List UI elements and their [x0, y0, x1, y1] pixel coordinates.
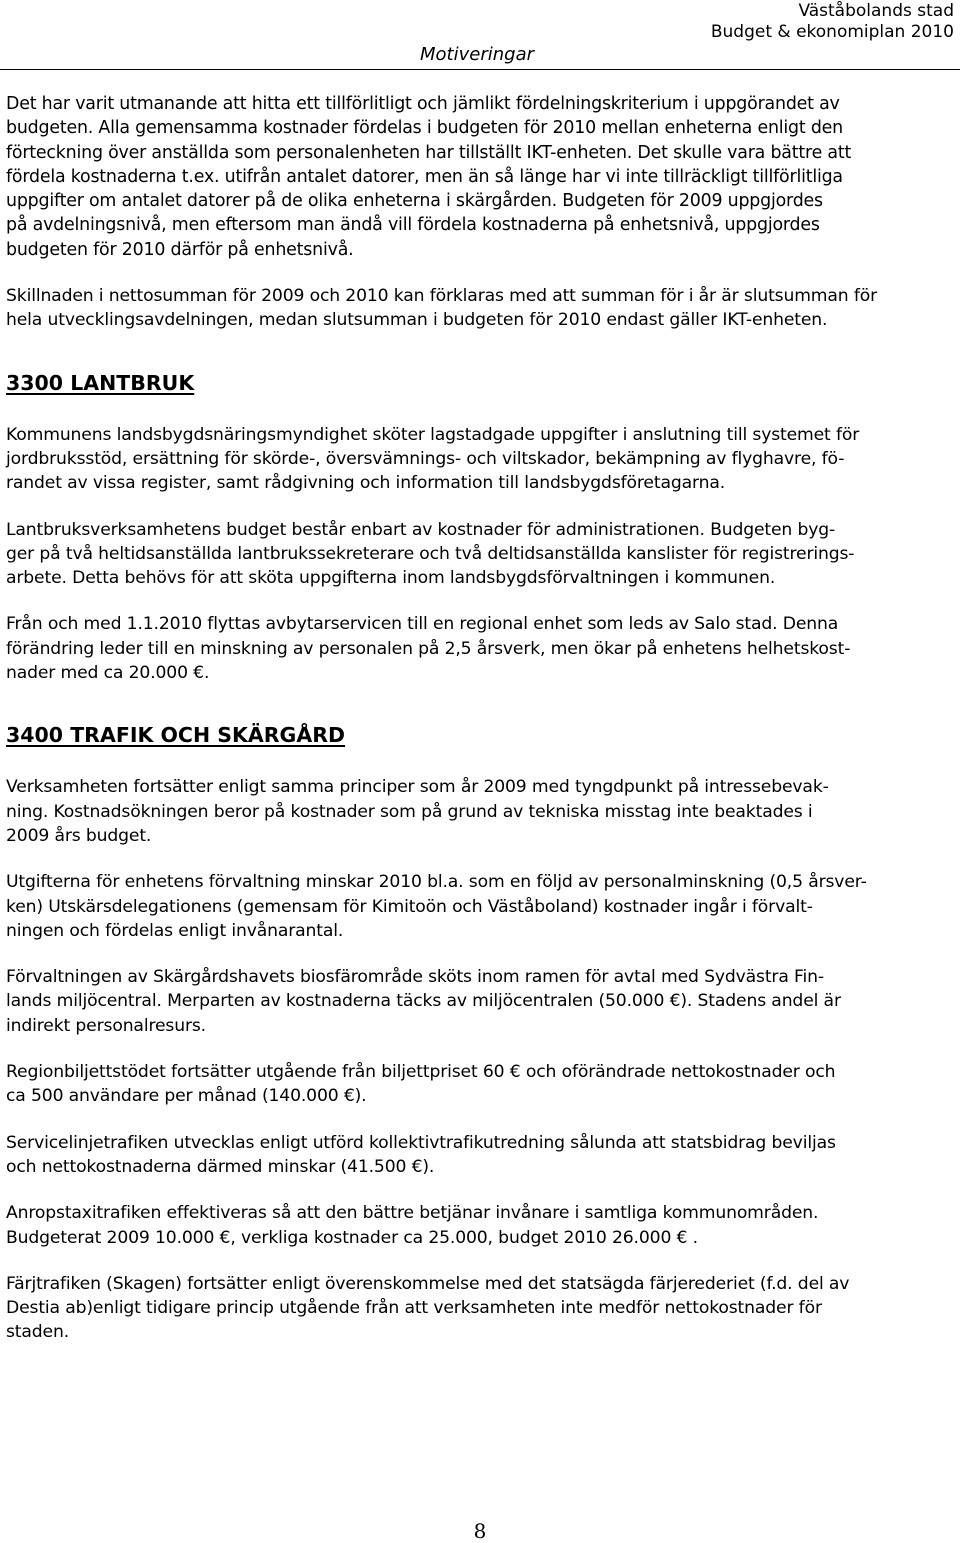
header-document-title: Budget & ekonomiplan 2010 — [710, 22, 954, 42]
header-divider — [0, 69, 960, 70]
lantbruk-paragraph: Kommunens landsbygdsnäringsmyndighet sköter lagstadgade uppgifter i anslutning till systemet för jordbruksstöd, ersättning för skörde-, översvämnings- och viltskador, bekämpning av flyghavre, fö- randet av vissa register, samt rådgivning och information till landsbygdsföretagarna. — [6, 424, 860, 494]
intro-paragraph: Skillnaden i nettosumman för 2009 och 2010 kan förklaras med att summan för i år är slutsumman för hela utvecklingsavdelningen, medan slutsumman i budgeten för 2010 endast gäller IKT-enheten. — [6, 286, 878, 331]
trafik-paragraph: Utgifterna för enhetens förvaltning minskar 2010 bl.a. som en följd av personalminskning (0,5 årsver- ken) Utskärsdelegationens (gemensam för Kimitoön och Väståboland) kostnader ingår i förvalt- ningen och fördelas enligt invånarantal. — [6, 872, 867, 941]
lantbruk-paragraph: Från och med 1.1.2010 flyttas avbytarservicen till en regional enhet som leds av Salo stad. Denna förändring leder till en minskning av personalen på 2,5 årsverk, men ökar på enhetens helhetskost- nader med ca 20.000 €. — [6, 614, 851, 684]
trafik-paragraph: Servicelinjetrafiken utvecklas enligt utförd kollektivtrafikutredning sålunda att statsbidrag beviljas och nettokostnaderna därmed minskar (41.500 €). — [6, 1132, 836, 1177]
header-section-title: Motiveringar — [420, 44, 534, 65]
trafik-paragraph: Verksamheten fortsätter enligt samma principer som år 2009 med tyngdpunkt på intressebevak- ning. Kostnadsökningen beror på kostnader som på grund av tekniska misstag inte beaktades i 2009 års budget. — [6, 777, 829, 846]
page-content — [6, 92, 956, 1367]
header-organization: Väståbolands stad — [798, 1, 954, 21]
trafik-paragraph: Anropstaxitrafiken effektiveras så att den bättre betjänar invånare i samtliga kommunområden. Budgeterat 2009 10.000 €, verkliga kostnader ca 25.000, budget 2010 26.000 € . — [6, 1203, 819, 1248]
intro-paragraph: Det har varit utmanande att hitta ett tillförlitligt och jämlikt fördelningskriterium i uppgörandet av budgeten. Alla gemensamma kostnader fördelas i budgeten för 2010 mellan enheterna enligt den förteckning över anställda som personalenheten har tillställt IKT-enheten. Det skulle vara bättre att fördela kostnaderna t.ex. utifrån antalet datorer, men än så länge har vi inte tillräckligt tillförlitliga uppgifter om antalet datorer på de olika enheterna i skärgården. Budgeten för 2009 uppgjordes på avdelningsnivå, men eftersom man ändå vill fördela kostnaderna på enhetsnivå, uppgjordes budgeten för 2010 därför på enhetsnivå. — [6, 94, 852, 260]
trafik-paragraph: Regionbiljettstödet fortsätter utgående från biljettpriset 60 € och oförändrade nettokostnader och ca 500 användare per månad (140.000 €). — [6, 1062, 836, 1107]
section-heading-lantbruk: 3300 LANTBRUK — [6, 370, 195, 395]
trafik-paragraph: Förvaltningen av Skärgårdshavets biosfärområde sköts inom ramen för avtal med Sydvästra Fin- lands miljöcentral. Merparten av kostnaderna täcks av miljöcentralen (50.000 €). Stadens andel är indirekt personalresurs. — [6, 967, 841, 1036]
trafik-paragraph: Färjtrafiken (Skagen) fortsätter enligt överenskommelse med det statsägda färjerederiet (f.d. del av Destia ab)enligt tidigare princip utgående från att verksamheten inte medför nettokostnader för staden. — [6, 1273, 850, 1343]
lantbruk-paragraph: Lantbruksverksamhetens budget består enbart av kostnader för administrationen. Budgeten byg- ger på två heltidsanställda lantbrukssekreterare och två deltidsanställda kanslister för registrerings- arbete. Detta behövs för att sköta uppgifterna inom landsbygdsförvaltningen i kommunen. — [6, 519, 855, 589]
page-number: 8 — [473, 1519, 487, 1543]
section-heading-trafik-och-skargard: 3400 TRAFIK OCH SKÄRGÅRD — [6, 723, 346, 748]
page-header — [0, 0, 960, 74]
